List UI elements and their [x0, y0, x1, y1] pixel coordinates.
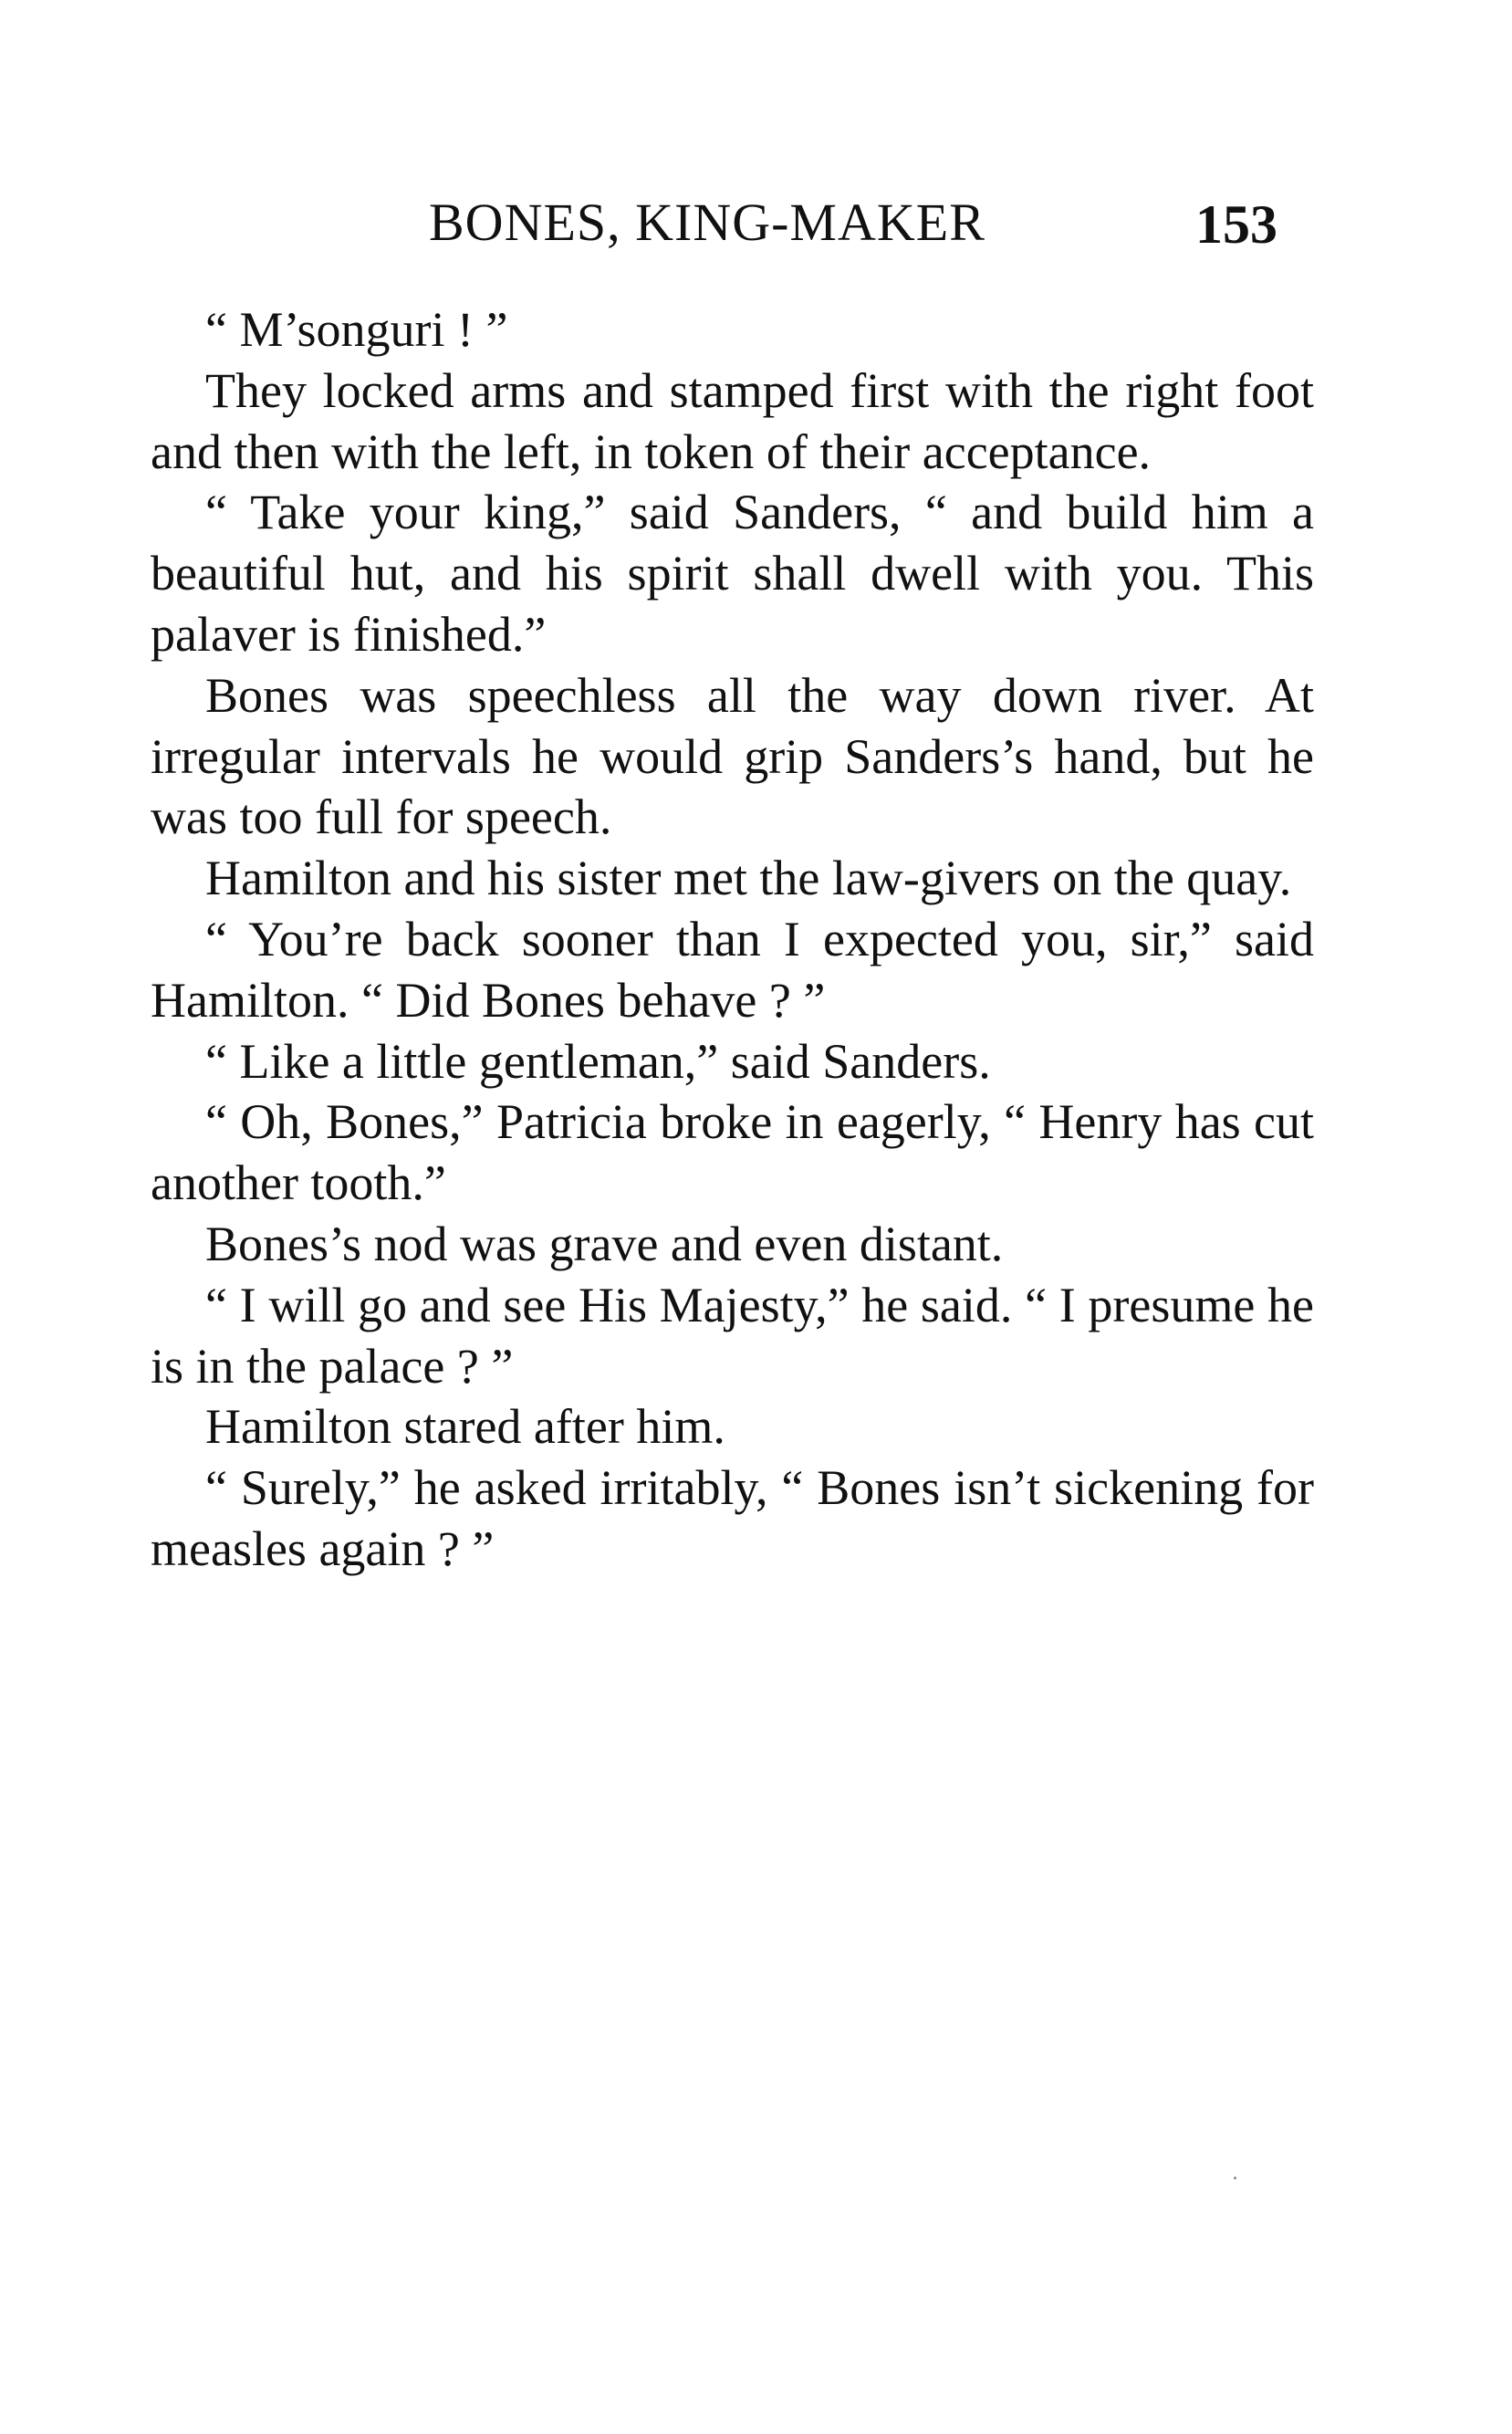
body-text — [151, 299, 1314, 1580]
paragraph: “ Like a little gentleman,” said Sanders. — [205, 1033, 991, 1089]
paragraph: Bones was speechless all the way down river. At irregular intervals he would grip Sanders’s hand, but he was too full for speech. — [151, 667, 1314, 845]
paragraph: “ Surely,” he asked irritably, “ Bones isn’t sickening for measles again ? ” — [151, 1460, 1314, 1576]
running-head — [0, 192, 1512, 265]
paragraph: Hamilton stared after him. — [205, 1399, 725, 1455]
paragraph: “ Take your king,” said Sanders, “ and build him a beautiful hut, and his spirit shall dwell with you. This palaver is finished.” — [151, 485, 1314, 662]
paragraph: “ You’re back sooner than I expected you, sir,” said Hamilton. “ Did Bones behave ? ” — [151, 911, 1314, 1028]
paragraph: “ I will go and see His Majesty,” he said. “ I presume he is in the palace ? ” — [151, 1277, 1314, 1394]
paragraph: They locked arms and stamped first with the right foot and then with the left, in token of their acceptance. — [151, 362, 1314, 479]
page-number: 153 — [1195, 194, 1277, 255]
paragraph: Bones’s nod was grave and even distant. — [205, 1216, 1004, 1271]
paragraph: “ Oh, Bones,” Patricia broke in eagerly, “ Henry has cut another tooth.” — [151, 1094, 1314, 1211]
paragraph: “ M’songuri ! ” — [205, 302, 508, 357]
paper-speck — [1234, 2177, 1236, 2179]
running-head-title: BONES, KING-MAKER — [429, 193, 985, 252]
paragraph: Hamilton and his sister met the law-givers on the quay. — [205, 851, 1292, 906]
